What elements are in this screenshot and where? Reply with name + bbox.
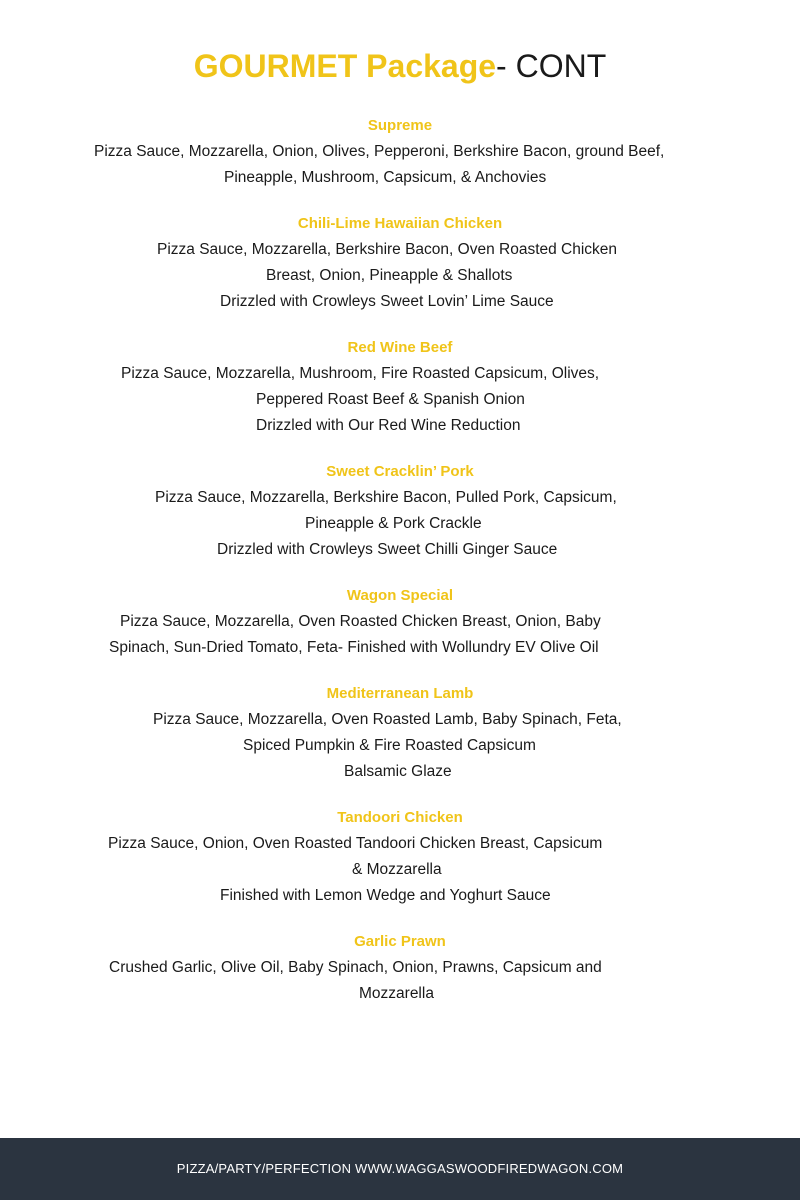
menu-item-description: Pizza Sauce, Onion, Oven Roasted Tandoori Chicken Breast, Capsicum [108,835,603,852]
menu-item-description: Spiced Pumpkin & Fire Roasted Capsicum [243,737,536,754]
menu-item-description: Pizza Sauce, Mozzarella, Oven Roasted Chicken Breast, Onion, Baby [120,613,601,630]
pizza-menu-list [0,113,800,1027]
title-accent: GOURMET Package [193,48,497,84]
menu-item-name: Supreme [367,117,433,134]
menu-item-name: Garlic Prawn [354,933,446,950]
menu-item-note: Finished with Lemon Wedge and Yoghurt Sauce [220,887,551,904]
menu-item-name: Mediterranean Lamb [326,685,474,702]
menu-item-description: & Mozzarella [352,861,442,878]
menu-item-description: Crushed Garlic, Olive Oil, Baby Spinach, Onion, Prawns, Capsicum and [109,959,602,976]
menu-item-name: Wagon Special [346,587,454,604]
menu-item-garlic-prawn [0,929,800,1007]
menu-item-description: Spinach, Sun-Dried Tomato, Feta- Finished with Wollundry EV Olive Oil [109,639,599,656]
menu-item-supreme [0,113,800,191]
menu-item-description: Pineapple, Mushroom, Capsicum, & Anchovies [224,169,547,186]
menu-item-description: Peppered Roast Beef & Spanish Onion [256,391,525,408]
menu-item-description: Pineapple & Pork Crackle [305,515,482,532]
menu-item-chili-lime-hawaiian-chicken [0,211,800,315]
menu-item-description: Pizza Sauce, Mozzarella, Mushroom, Fire Roasted Capsicum, Olives, [121,365,600,382]
page-title [0,46,800,86]
menu-item-note: Balsamic Glaze [344,763,452,780]
footer-bar [0,1138,800,1200]
title-continuation: - CONT [496,48,607,84]
menu-item-wagon-special [0,583,800,661]
menu-item-name: Sweet Cracklin’ Pork [326,463,474,480]
menu-item-note: Drizzled with Crowleys Sweet Lovin’ Lime Sauce [220,293,554,310]
menu-item-name: Red Wine Beef [347,339,453,356]
menu-item-mediterranean-lamb [0,681,800,785]
menu-item-description: Pizza Sauce, Mozzarella, Berkshire Bacon, Oven Roasted Chicken [157,241,618,258]
menu-item-description: Pizza Sauce, Mozzarella, Onion, Olives, Pepperoni, Berkshire Bacon, ground Beef, [94,143,665,160]
menu-item-description: Pizza Sauce, Mozzarella, Berkshire Bacon, Pulled Pork, Capsicum, [155,489,617,506]
menu-item-note: Drizzled with Our Red Wine Reduction [256,417,521,434]
footer-tagline-url: PIZZA/PARTY/PERFECTION WWW.WAGGASWOODFIREDWAGON.COM [176,1161,624,1176]
menu-item-name: Tandoori Chicken [337,809,463,826]
menu-item-description: Breast, Onion, Pineapple & Shallots [266,267,513,284]
menu-item-name: Chili-Lime Hawaiian Chicken [297,215,503,232]
menu-item-sweet-cracklin-pork [0,459,800,563]
menu-item-note: Drizzled with Crowleys Sweet Chilli Ginger Sauce [217,541,558,558]
menu-item-red-wine-beef [0,335,800,439]
menu-item-tandoori-chicken [0,805,800,909]
menu-item-description: Mozzarella [359,985,434,1002]
menu-item-description: Pizza Sauce, Mozzarella, Oven Roasted Lamb, Baby Spinach, Feta, [153,711,622,728]
